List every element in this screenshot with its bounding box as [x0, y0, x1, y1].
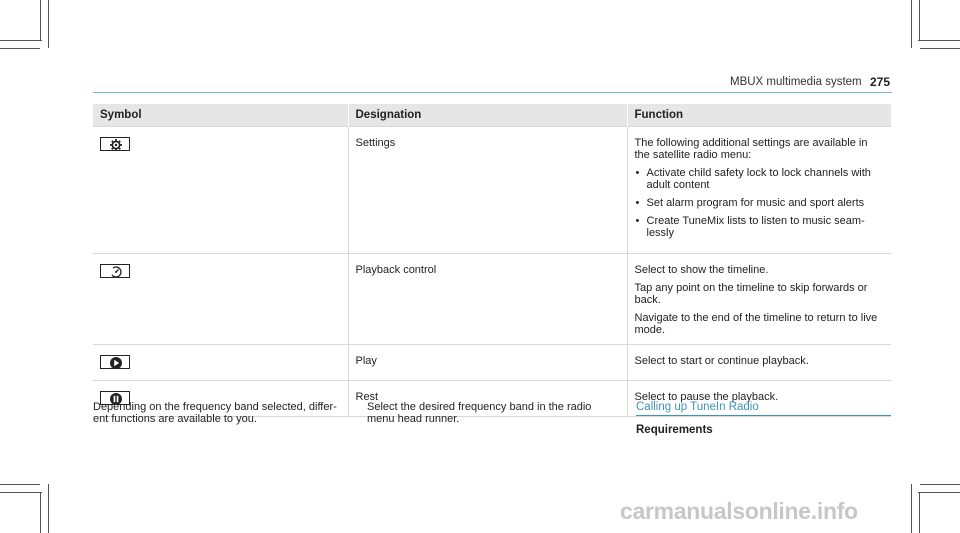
bullet-list	[635, 167, 882, 239]
symbol-cell	[93, 344, 348, 380]
function-cell: Select to pause the playback.	[627, 380, 891, 416]
function-text: Select to show the timeline.	[634, 263, 769, 276]
table-row	[93, 126, 891, 253]
crop-mark	[920, 48, 960, 49]
designation-cell: Settings	[348, 126, 627, 253]
requirements-heading: Requirements	[636, 424, 713, 436]
crop-mark	[911, 0, 912, 48]
body-text: Depending on the frequency band selected, differ-ent functions are available to you.	[93, 401, 337, 425]
list-item: • Set alarm program for music and sport alerts	[635, 197, 882, 209]
crop-mark	[919, 0, 920, 40]
function-text: Navigate to the end of the timeline to return to live mode.	[634, 311, 878, 336]
column-header-symbol: Symbol	[93, 104, 348, 126]
crop-mark	[0, 40, 42, 41]
function-cell	[627, 126, 891, 253]
function-text: the satellite radio menu:	[634, 148, 752, 161]
crop-mark	[0, 48, 40, 49]
symbol-cell	[93, 253, 348, 344]
list-item: • Activate child safety lock to lock channels with adult content	[635, 167, 882, 191]
crop-mark	[919, 492, 920, 533]
crop-mark	[920, 484, 960, 485]
function-text: Tap any point on the timeline to skip forwards or back.	[634, 281, 868, 306]
column-header-function: Function	[627, 104, 891, 126]
column-header-designation: Designation	[348, 104, 627, 126]
header-rule	[93, 92, 892, 93]
heading-rule	[636, 415, 891, 416]
section-heading-link[interactable]: Calling up TuneIn Radio	[636, 401, 759, 413]
designation-cell: Play	[348, 344, 627, 380]
page-number: 275	[870, 75, 891, 89]
body-text: Select the desired frequency band in the radio menu head runner.	[367, 401, 592, 425]
function-cell: Select to start or continue playback.	[627, 344, 891, 380]
designation-cell: Rest	[348, 380, 627, 416]
crop-mark	[0, 484, 40, 485]
function-cell	[627, 253, 891, 344]
table-header-row	[93, 104, 891, 126]
function-text: The following additional settings are available in	[634, 136, 868, 149]
crop-mark	[918, 40, 960, 41]
crop-mark	[48, 0, 49, 48]
crop-mark	[0, 492, 42, 493]
watermark: carmanualsonline.info	[620, 498, 858, 524]
playback-control-icon	[100, 264, 130, 278]
section-title: MBUX multimedia system	[730, 76, 862, 88]
table-row	[93, 253, 891, 344]
crop-mark	[40, 492, 41, 533]
symbol-cell	[93, 126, 348, 253]
symbol-table	[93, 104, 891, 417]
designation-cell: Playback control	[348, 253, 627, 344]
crop-mark	[40, 0, 41, 40]
settings-gear-icon	[100, 137, 130, 151]
table-row	[93, 344, 891, 380]
list-item: • Create TuneMix lists to listen to music seam-lessly	[635, 215, 882, 239]
crop-mark	[911, 484, 912, 533]
crop-mark	[48, 484, 49, 533]
play-icon	[100, 355, 130, 369]
crop-mark	[918, 492, 960, 493]
